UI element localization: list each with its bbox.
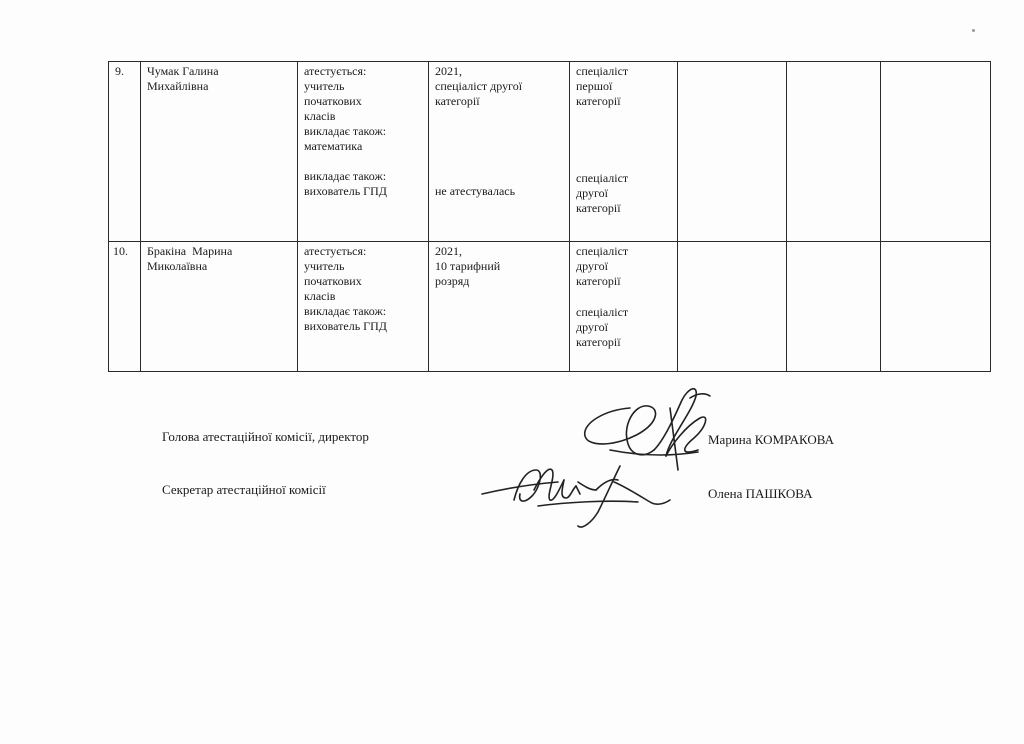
category-info: спеціаліст другої категорії спеціаліст другої категорії xyxy=(570,242,678,372)
subject-info: атестується: учитель початкових класів викладає також: математика викладає також: вихователь ГПД xyxy=(298,62,429,242)
secretary-name: Олена ПАШКОВА xyxy=(708,486,813,501)
category-info: спеціаліст першої категорії спеціаліст другої категорії xyxy=(570,62,678,242)
previous-attestation: 2021, 10 тарифний розряд xyxy=(429,242,570,372)
teacher-name: Чумак Галина Михайлівна xyxy=(141,62,298,242)
chair-name: Марина КОМРАКОВА xyxy=(708,432,834,447)
row-number: 9. xyxy=(109,62,141,242)
secretary-signature-icon xyxy=(478,456,678,536)
subject-info: атестується: учитель початкових класів викладає також: вихователь ГПД xyxy=(298,242,429,372)
teacher-name: Бракіна Марина Миколаївна xyxy=(141,242,298,372)
secretary-label: Секретар атестаційної комісії xyxy=(162,482,326,497)
chair-label: Голова атестаційної комісії, директор xyxy=(162,429,369,444)
row-number: 10. xyxy=(109,242,141,372)
previous-attestation: 2021, спеціаліст другої категорії не атестувалась xyxy=(429,62,570,242)
